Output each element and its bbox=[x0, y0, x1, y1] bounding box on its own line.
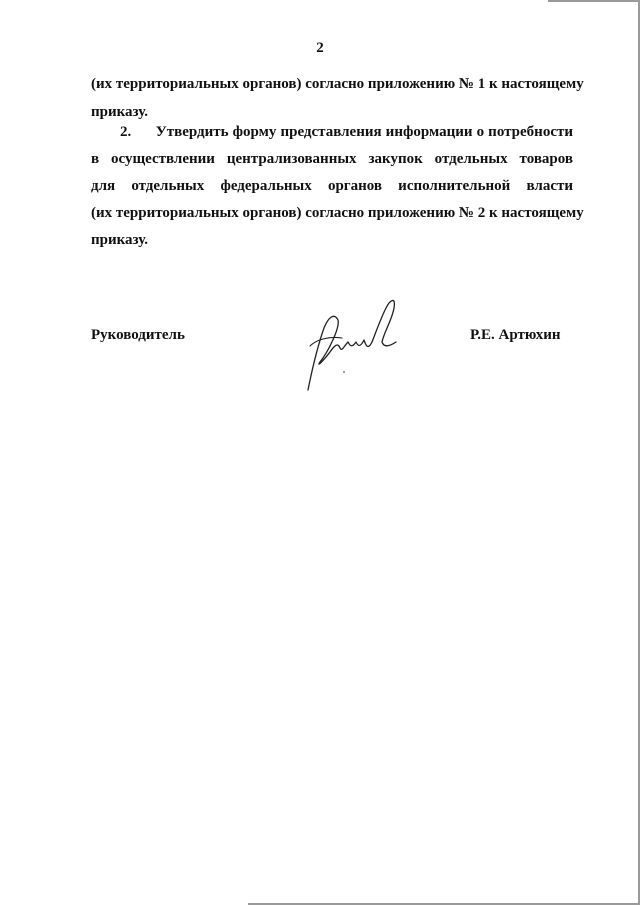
paragraph1-line2: приказу. bbox=[91, 104, 149, 120]
page-number: 2 bbox=[316, 40, 324, 56]
paragraph2-line4: (их территориальных органов) согласно приложению № 2 к настоящему bbox=[91, 205, 584, 221]
paragraph2-line1: 2. Утвердить форму представления информации о потребности bbox=[120, 124, 573, 140]
paragraph1-line1: (их территориальных органов) согласно приложению № 1 к настоящему bbox=[91, 76, 584, 92]
scan-edge-top bbox=[548, 0, 640, 2]
signer-role: Руководитель bbox=[91, 327, 185, 343]
paragraph2-line3: для отдельных федеральных органов исполнительной власти bbox=[91, 178, 573, 194]
paragraph2-line5: приказу. bbox=[91, 232, 149, 248]
paragraph2-line2: в осуществлении централизованных закупок отдельных товаров bbox=[91, 151, 573, 167]
signer-name: Р.Е. Артюхин bbox=[470, 327, 561, 343]
signature-image bbox=[298, 290, 410, 398]
